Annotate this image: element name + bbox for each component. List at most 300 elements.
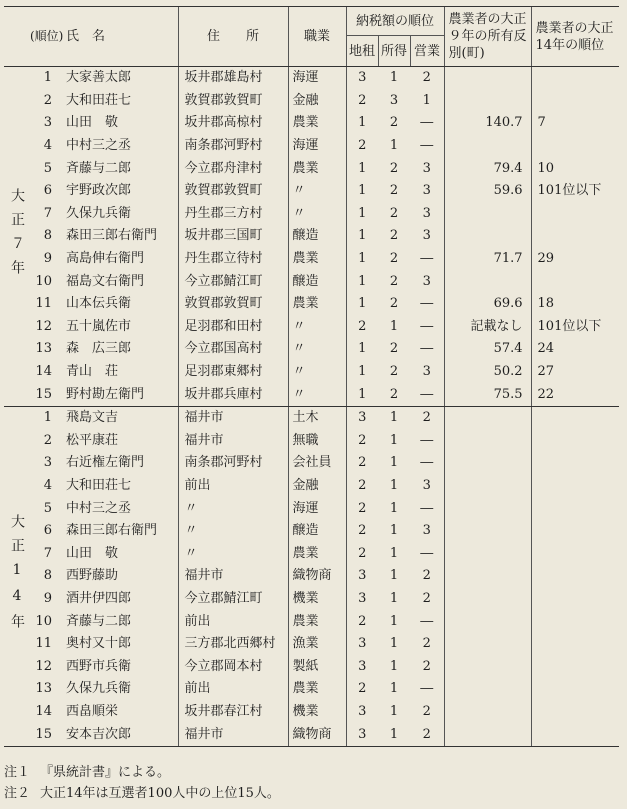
occupation-cell: 海運 — [288, 135, 346, 158]
era-label: 大正14年 — [4, 406, 30, 746]
table-row — [4, 610, 619, 633]
footnote-text: 大正14年は互選者100人中の上位15人。 — [40, 786, 280, 801]
address-cell: 南条郡河野村 — [178, 452, 288, 475]
rank-cell: 2 — [43, 92, 52, 108]
tax-business-cell: 3 — [422, 523, 431, 539]
tax-land-cell: 1 — [346, 270, 378, 293]
name-cell: 久保九兵衛 — [66, 205, 132, 221]
tax-business-cell: ― — [420, 455, 434, 471]
address-cell: 坂井郡三国町 — [178, 225, 288, 248]
occupation-cell: 〃 — [288, 338, 346, 361]
farmland-cell — [444, 270, 531, 293]
tax-income-cell: 1 — [389, 477, 399, 493]
farmland-cell — [444, 452, 531, 475]
farmland-cell — [444, 565, 531, 588]
address-cell: 福井市 — [178, 565, 288, 588]
farmland-cell: 記載なし — [444, 316, 531, 339]
tax-land-cell: 2 — [346, 475, 378, 498]
address-cell: 〃 — [178, 520, 288, 543]
tax-business-cell: ― — [420, 500, 434, 516]
rank14-cell — [531, 610, 619, 633]
farmland-header: 農業者の大正９年の所有反別(町) — [444, 7, 531, 67]
rank-cell: 7 — [43, 205, 52, 221]
name-cell: 五十嵐佐市 — [66, 318, 132, 334]
rank-cell: 8 — [43, 228, 52, 244]
occupation-cell: 海運 — [288, 67, 346, 90]
tax-business-cell: ― — [420, 318, 434, 334]
table-row — [4, 270, 619, 293]
tax-income-header: 所得 — [378, 36, 410, 67]
tax-business-cell: 3 — [422, 477, 431, 493]
farmland-cell — [444, 610, 531, 633]
table-row — [4, 90, 619, 113]
rank-cell: 10 — [35, 273, 52, 289]
rank14-cell — [531, 406, 619, 429]
tax-land-cell: 1 — [346, 338, 378, 361]
tax-income-cell: 1 — [389, 590, 399, 606]
name-cell: 宇野政次郎 — [66, 183, 132, 199]
rank14-cell — [531, 270, 619, 293]
name-cell: 大和田荘七 — [66, 477, 132, 493]
tax-land-cell: 2 — [346, 316, 378, 339]
tax-income-cell: 1 — [389, 500, 399, 516]
farmland-cell: 50.2 — [444, 361, 531, 384]
tax-business-cell: ― — [420, 432, 434, 448]
rank14-cell — [531, 655, 619, 678]
occupation-cell: 〃 — [288, 383, 346, 406]
tax-income-cell: 1 — [389, 613, 399, 629]
address-cell: 今立郡舟津村 — [178, 157, 288, 180]
name-cell: 大家善太郎 — [66, 70, 132, 86]
rank-cell: 1 — [43, 410, 52, 426]
rank-cell: 10 — [35, 613, 52, 629]
name-cell: 松平康荘 — [66, 432, 119, 448]
name-cell: 斉藤与二郎 — [66, 613, 132, 629]
name-cell: 西畠順栄 — [66, 703, 119, 719]
tax-land-cell: 1 — [346, 112, 378, 135]
tax-land-cell: 2 — [346, 520, 378, 543]
tax-business-cell: 3 — [422, 364, 431, 380]
rank14-cell — [531, 67, 619, 90]
name-cell: 野村勘左衛門 — [60, 383, 178, 406]
tax-income-cell: 3 — [389, 92, 399, 108]
tax-income-cell: 1 — [389, 681, 399, 697]
tax-income-cell: 1 — [389, 455, 399, 471]
address-cell: 福井市 — [178, 430, 288, 453]
tax-business-cell: 3 — [422, 273, 431, 289]
farmland-cell — [444, 701, 531, 724]
occupation-cell: 醸造 — [288, 520, 346, 543]
rank-cell: 11 — [35, 296, 52, 312]
table-row — [4, 678, 619, 701]
rank-cell: 9 — [43, 251, 52, 267]
farmland-cell — [444, 723, 531, 746]
tax-land-cell: 2 — [346, 90, 378, 113]
farmland-cell: 140.7 — [444, 112, 531, 135]
rank14-cell: 22 — [531, 383, 619, 406]
name-cell: 青山 荘 — [66, 364, 119, 380]
tax-income-cell: 2 — [389, 251, 399, 267]
rank-cell: 13 — [35, 681, 52, 697]
tax-business-cell: ― — [420, 115, 434, 131]
occupation-cell: 醸造 — [288, 270, 346, 293]
tax-income-cell: 2 — [389, 205, 399, 221]
rank-cell: 15 — [30, 723, 60, 746]
occupation-cell: 農業 — [288, 157, 346, 180]
name-cell: 高島伸右衛門 — [66, 251, 145, 267]
tax-business-cell: 2 — [422, 636, 431, 652]
address-cell: 〃 — [178, 497, 288, 520]
tax-business-cell: 3 — [422, 228, 431, 244]
tax-income-cell: 2 — [389, 296, 399, 312]
footnotes — [4, 762, 280, 804]
rank-cell: 4 — [43, 477, 52, 493]
rank14-cell — [531, 430, 619, 453]
occupation-cell: 農業 — [288, 678, 346, 701]
tax-income-cell: 1 — [389, 636, 399, 652]
rank14-cell — [531, 135, 619, 158]
tax-business-cell: 2 — [422, 703, 431, 719]
name-cell: 右近権左衛門 — [66, 455, 145, 471]
address-cell: 前出 — [178, 610, 288, 633]
rank-header: (順位) — [30, 7, 60, 67]
tax-income-cell: 2 — [389, 364, 399, 380]
table-row — [4, 655, 619, 678]
tax-land-cell: 1 — [346, 225, 378, 248]
rank-cell: 5 — [43, 500, 52, 516]
table-row — [4, 430, 619, 453]
address-cell: 敦賀郡敦賀町 — [178, 180, 288, 203]
rank-cell: 11 — [35, 636, 52, 652]
name-cell: 森 広三郎 — [66, 341, 132, 357]
rank-cell: 2 — [43, 432, 52, 448]
tax-land-cell: 1 — [346, 383, 378, 406]
rank-cell: 9 — [43, 590, 52, 606]
name-cell: 中村三之丞 — [66, 138, 132, 154]
occupation-cell: 製紙 — [288, 655, 346, 678]
occupation-cell: 機業 — [288, 588, 346, 611]
tax-land-cell: 3 — [346, 633, 378, 656]
name-cell: 奥村又十郎 — [66, 636, 132, 652]
rank14-cell — [531, 520, 619, 543]
tax-business-cell: 3 — [422, 160, 431, 176]
tax-land-cell: 1 — [346, 203, 378, 226]
rank-cell: 13 — [35, 341, 52, 357]
tax-income-cell: 1 — [389, 318, 399, 334]
tax-business-cell: 2 — [422, 658, 431, 674]
table-row — [4, 520, 619, 543]
table-row — [4, 406, 619, 429]
address-cell: 今立郡国高村 — [178, 338, 288, 361]
rank14-cell — [531, 633, 619, 656]
address-cell: 福井市 — [178, 723, 288, 746]
address-cell: 坂井郡春江村 — [178, 701, 288, 724]
group-taisho14 — [4, 406, 619, 746]
table-row — [4, 542, 619, 565]
farmland-cell — [444, 135, 531, 158]
name-cell: 山田 敬 — [66, 115, 119, 131]
tax-income-cell: 1 — [389, 523, 399, 539]
tax-income-cell: 2 — [389, 228, 399, 244]
name-header: 氏 名 — [60, 7, 178, 67]
rank14-cell — [531, 452, 619, 475]
rank14-cell — [531, 225, 619, 248]
rank14-cell: 10 — [531, 157, 619, 180]
tax-business-cell: 2 — [422, 590, 431, 606]
address-cell: 今立郡鯖江町 — [178, 588, 288, 611]
rank-cell: 14 — [35, 703, 52, 719]
table-row — [4, 248, 619, 271]
name-cell: 山本伝兵衛 — [66, 296, 132, 312]
tax-land-cell: 3 — [346, 723, 378, 746]
rank14-cell — [531, 723, 619, 746]
tax-income-cell: 2 — [389, 273, 399, 289]
rank14-cell: 7 — [531, 112, 619, 135]
occupation-cell: 農業 — [288, 610, 346, 633]
tax-business-cell: ― — [420, 341, 434, 357]
name-cell: 福島文右衛門 — [66, 273, 145, 289]
era-header-blank — [4, 7, 30, 67]
occupation-cell: 無職 — [288, 430, 346, 453]
name-cell: 西野藤助 — [66, 568, 119, 584]
farmland-cell: 59.6 — [444, 180, 531, 203]
tax-land-cell: 1 — [346, 180, 378, 203]
farmland-cell — [444, 497, 531, 520]
tax-income-cell: 1 — [389, 658, 399, 674]
tax-land-cell: 2 — [346, 497, 378, 520]
address-header: 住 所 — [178, 7, 288, 67]
occupation-cell: 漁業 — [288, 633, 346, 656]
table-row — [4, 225, 619, 248]
farmland-cell: 69.6 — [444, 293, 531, 316]
rank-cell: 1 — [43, 70, 52, 86]
rank14-cell — [531, 90, 619, 113]
tax-business-cell: 2 — [410, 723, 444, 746]
table-row — [4, 361, 619, 384]
table-row — [4, 112, 619, 135]
name-cell: 中村三之丞 — [66, 500, 132, 516]
tax-business-cell: ― — [410, 383, 444, 406]
farmland-cell — [444, 203, 531, 226]
table-row — [4, 383, 619, 406]
occupation-cell: 金融 — [288, 475, 346, 498]
farmland-cell — [444, 588, 531, 611]
farmland-cell — [444, 67, 531, 90]
occupation-cell: 〃 — [288, 203, 346, 226]
footnote-label: 注１ — [4, 765, 31, 780]
rank-cell: 6 — [43, 523, 52, 539]
farmland-cell — [444, 225, 531, 248]
table-row — [4, 135, 619, 158]
occupation-cell: 金融 — [288, 90, 346, 113]
table-row — [4, 203, 619, 226]
tax-income-cell: 1 — [389, 138, 399, 154]
occupation-cell: 織物商 — [288, 565, 346, 588]
era-label: 大正７年 — [4, 67, 30, 407]
tax-land-cell: 2 — [346, 542, 378, 565]
table-row — [4, 180, 619, 203]
tax-land-cell: 1 — [346, 248, 378, 271]
tax-income-cell: 1 — [389, 545, 399, 561]
rank14-cell — [531, 475, 619, 498]
tax-land-header: 地租 — [346, 36, 378, 67]
occupation-cell: 農業 — [288, 293, 346, 316]
occupation-cell: 〃 — [288, 316, 346, 339]
farmland-cell: 57.4 — [444, 338, 531, 361]
tax-business-cell: 2 — [422, 70, 431, 86]
rank14-cell: 18 — [531, 293, 619, 316]
name-cell: 斉藤与二郎 — [66, 160, 132, 176]
table-row — [4, 338, 619, 361]
table-row — [4, 588, 619, 611]
name-cell: 西野市兵衛 — [66, 658, 132, 674]
tax-business-cell: ― — [420, 296, 434, 312]
address-cell: 敦賀郡敦賀町 — [178, 293, 288, 316]
tax-land-cell: 2 — [346, 610, 378, 633]
tax-land-cell: 1 — [346, 293, 378, 316]
occupation-cell: 〃 — [288, 180, 346, 203]
address-cell: 前出 — [178, 475, 288, 498]
tax-income-cell: 1 — [389, 568, 399, 584]
tax-business-cell: ― — [420, 138, 434, 154]
address-cell: 南条郡河野村 — [178, 135, 288, 158]
farmland-cell — [444, 90, 531, 113]
tax-income-cell: 2 — [389, 115, 399, 131]
name-cell: 酒井伊四郎 — [66, 590, 132, 606]
farmland-cell — [444, 406, 531, 429]
occupation-cell: 農業 — [288, 112, 346, 135]
address-cell: 〃 — [178, 542, 288, 565]
tax-land-cell: 2 — [346, 678, 378, 701]
tax-business-cell: ― — [420, 613, 434, 629]
tax-business-cell: 2 — [422, 410, 431, 426]
tax-income-cell: 1 — [389, 410, 399, 426]
address-cell: 足羽郡東郷村 — [178, 361, 288, 384]
tax-land-cell: 1 — [346, 361, 378, 384]
address-cell: 坂井郡雄島村 — [178, 67, 288, 90]
name-cell: 山田 敬 — [66, 545, 119, 561]
occupation-cell: 〃 — [288, 361, 346, 384]
tax-land-cell: 2 — [346, 430, 378, 453]
tax-land-cell: 3 — [346, 565, 378, 588]
rank-cell: 8 — [43, 568, 52, 584]
tax-business-header: 営業 — [410, 36, 444, 67]
address-cell: 坂井郡高椋村 — [178, 112, 288, 135]
tax-business-cell: 3 — [422, 205, 431, 221]
rank14-cell — [531, 565, 619, 588]
tax-land-cell: 3 — [346, 406, 378, 429]
tax-income-cell: 2 — [389, 341, 399, 357]
address-cell: 丹生郡立待村 — [178, 248, 288, 271]
group-taisho7 — [4, 67, 619, 407]
farmland-cell — [444, 430, 531, 453]
farmland-cell: 71.7 — [444, 248, 531, 271]
address-cell: 今立郡鯖江町 — [178, 270, 288, 293]
occupation-cell: 農業 — [288, 248, 346, 271]
tax-income-cell: 1 — [389, 432, 399, 448]
tax-income-cell: 2 — [389, 160, 399, 176]
rank-cell: 6 — [43, 183, 52, 199]
rank-cell: 15 — [30, 383, 60, 406]
occupation-header: 職業 — [288, 7, 346, 67]
footnote-label: 注２ — [4, 786, 31, 801]
tax-land-cell: 2 — [346, 135, 378, 158]
address-cell: 丹生郡三方村 — [178, 203, 288, 226]
rank-cell: 5 — [43, 160, 52, 176]
tax-rank-header: 納税額の順位 — [346, 7, 444, 36]
rank14-cell: 27 — [531, 361, 619, 384]
tax-income-cell: 1 — [378, 723, 410, 746]
rank-cell: 14 — [35, 364, 52, 380]
address-cell: 前出 — [178, 678, 288, 701]
table-row — [4, 452, 619, 475]
table-row — [4, 475, 619, 498]
table-row — [4, 633, 619, 656]
tax-land-cell: 3 — [346, 67, 378, 90]
footnote-text: 『県統計書』による。 — [40, 765, 171, 780]
name-cell: 森田三郎右衛門 — [66, 523, 158, 539]
rank14-cell: 29 — [531, 248, 619, 271]
tax-business-cell: 2 — [422, 568, 431, 584]
farmland-cell: 79.4 — [444, 157, 531, 180]
rank14-cell: 101位以下 — [531, 316, 619, 339]
rank-cell: 3 — [43, 115, 52, 131]
name-cell: 森田三郎右衛門 — [66, 228, 158, 244]
tax-income-cell: 2 — [378, 383, 410, 406]
address-cell: 敦賀郡敦賀町 — [178, 90, 288, 113]
tax-income-cell: 2 — [389, 183, 399, 199]
tax-business-cell: 1 — [422, 92, 431, 108]
farmland-cell: 75.5 — [444, 383, 531, 406]
rank14-cell — [531, 701, 619, 724]
address-cell: 坂井郡兵庫村 — [178, 383, 288, 406]
rank-cell: 12 — [35, 658, 52, 674]
table-row — [4, 701, 619, 724]
farmland-cell — [444, 633, 531, 656]
occupation-cell: 農業 — [288, 542, 346, 565]
rank14-header: 農業者の大正14年の順位 — [531, 7, 619, 67]
rank14-cell — [531, 497, 619, 520]
tax-business-cell: 3 — [422, 183, 431, 199]
rank-cell: 4 — [43, 138, 52, 154]
table-row — [4, 565, 619, 588]
occupation-cell: 織物商 — [288, 723, 346, 746]
farmland-cell — [444, 520, 531, 543]
rank-cell: 7 — [43, 545, 52, 561]
farmland-cell — [444, 678, 531, 701]
tax-land-cell: 3 — [346, 701, 378, 724]
table-row — [4, 293, 619, 316]
table-row — [4, 316, 619, 339]
address-cell: 足羽郡和田村 — [178, 316, 288, 339]
rank14-cell — [531, 542, 619, 565]
occupation-cell: 機業 — [288, 701, 346, 724]
tax-income-cell: 1 — [389, 70, 399, 86]
occupation-cell: 醸造 — [288, 225, 346, 248]
table-row — [4, 497, 619, 520]
tax-land-cell: 2 — [346, 452, 378, 475]
rank14-cell — [531, 678, 619, 701]
table-row — [4, 67, 619, 90]
tax-land-cell: 3 — [346, 655, 378, 678]
tax-income-cell: 1 — [389, 703, 399, 719]
tax-business-cell: ― — [420, 545, 434, 561]
footnote — [4, 762, 280, 783]
address-cell: 福井市 — [178, 406, 288, 429]
farmland-cell — [444, 655, 531, 678]
taxpayer-ranking-table — [4, 6, 619, 747]
tax-land-cell: 3 — [346, 588, 378, 611]
